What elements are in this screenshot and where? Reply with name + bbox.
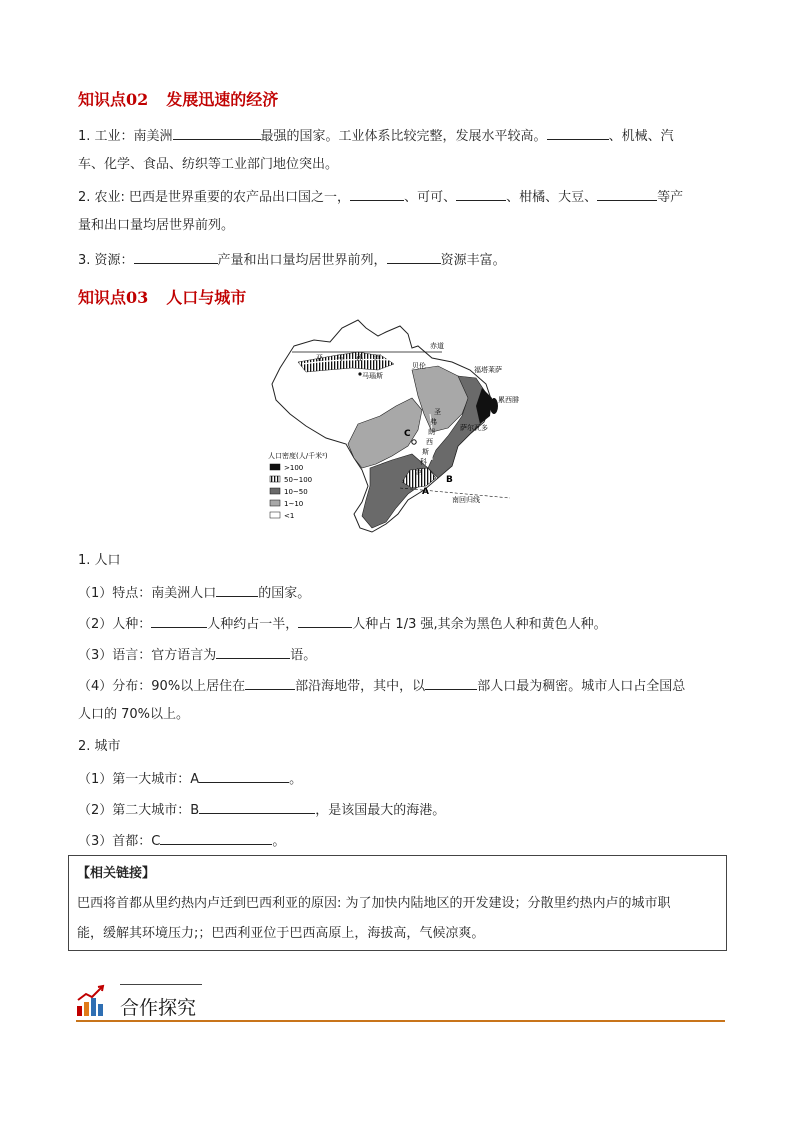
text: 部人口最为稠密。城市人口占全国总 <box>477 679 686 694</box>
equator-label: 赤道 <box>430 342 444 350</box>
text: 部沿海地带，其中，以 <box>295 679 426 694</box>
answer-blank[interactable] <box>387 249 441 264</box>
answer-blank[interactable] <box>134 249 218 264</box>
legend-swatch <box>270 488 280 494</box>
section-03-label: 知识点03 <box>78 288 149 307</box>
amazon-char: 马 <box>336 354 343 362</box>
sf-char: 河 <box>416 468 423 476</box>
legend-label: 1~10 <box>284 500 304 508</box>
city-c1 <box>78 768 302 790</box>
text: 2. 农业: 巴西是世界重要的农产品出口国之一， <box>78 190 351 205</box>
cooperation-title: 合作探究 <box>120 997 197 1019</box>
legend-swatch <box>270 500 280 506</box>
answer-blank[interactable] <box>160 830 272 845</box>
answer-blank[interactable] <box>456 186 506 201</box>
legend-swatch <box>270 512 280 518</box>
population-heading: 1. 人口 <box>78 553 121 568</box>
amazon-char: 孙 <box>356 354 363 362</box>
answer-blank[interactable] <box>245 675 295 690</box>
text: （1）特点：南美洲人口 <box>78 586 217 601</box>
tropic-label: 南回归线 <box>452 496 480 504</box>
industry-line-2 <box>78 155 338 175</box>
text: 最强的国家。工业体系比较完整，发展水平较高。 <box>260 129 547 144</box>
legend-label: 50~100 <box>284 476 313 484</box>
region-dense-dot <box>490 398 498 414</box>
population-p2 <box>78 613 607 635</box>
brasilia-dot <box>412 440 416 444</box>
section-03-title: 人口与城市 <box>166 288 247 307</box>
map-svg <box>262 318 519 538</box>
resources-line <box>78 249 506 271</box>
answer-blank[interactable] <box>199 799 315 814</box>
recife-label: 累西腓 <box>498 396 519 404</box>
related-link-line-1: 巴西将首都从里约热内卢迁到巴西利亚的原因: 为了加快内陆地区的开发建设；分散里约热内卢的城市职 <box>77 896 671 911</box>
city-a-label: A <box>422 487 429 497</box>
text: ，是该国最大的海港。 <box>315 803 446 818</box>
text: 3. 资源： <box>78 253 134 268</box>
text: 语。 <box>290 648 317 663</box>
section-02-heading <box>78 87 278 110</box>
manaus-label: 马瑙斯 <box>362 372 383 380</box>
amazon-char: 河 <box>374 354 381 362</box>
population-p4-cont: 人口的 70%以上。 <box>78 707 190 722</box>
city-c3 <box>78 830 285 852</box>
legend-label: >100 <box>284 464 304 472</box>
text: 产量和出口量均居世界前列， <box>217 253 387 268</box>
sf-char: 圣 <box>434 408 441 416</box>
legend-swatch <box>270 464 280 470</box>
section-02-label: 知识点02 <box>78 90 149 109</box>
answer-blank[interactable] <box>151 613 207 628</box>
sf-char: 科 <box>420 458 427 466</box>
population-p4 <box>78 675 685 697</box>
belem-label: 贝伦 <box>412 362 426 370</box>
answer-blank[interactable] <box>425 675 477 690</box>
fortaleza-label: 福塔莱萨 <box>474 366 502 374</box>
related-link-title: 【相关链接】 <box>77 866 156 881</box>
section-03-heading <box>78 285 246 308</box>
city-c-label: C <box>404 429 411 439</box>
legend-title: 人口密度(人/千米²) <box>268 452 328 460</box>
text: 等产 <box>657 190 684 205</box>
industry-line-1 <box>78 125 674 147</box>
legend-swatch <box>270 476 280 482</box>
text: 。 <box>272 834 286 849</box>
text: （2）第二大城市：B <box>78 803 200 818</box>
section-02-title: 发展迅速的经济 <box>166 90 279 109</box>
text: 1. 工业：南美洲 <box>78 129 173 144</box>
agriculture-line-1 <box>78 186 683 208</box>
agriculture-line-2 <box>78 216 234 236</box>
population-p3 <box>78 644 316 666</box>
text: （2）人种： <box>78 617 152 632</box>
legend-label: 10~50 <box>284 488 308 496</box>
related-link-line-2: 能，缓解其环境压力;；巴西利亚位于巴西高原上，海拔高，气候凉爽。 <box>77 926 485 941</box>
answer-blank[interactable] <box>173 125 261 140</box>
text: （4）分布：90%以上居住在 <box>78 679 246 694</box>
city-heading: 2. 城市 <box>78 739 121 754</box>
text: （3）首都：C <box>78 834 161 849</box>
sf-char: 朗 <box>428 428 435 436</box>
chart-logo-icon <box>76 984 106 1018</box>
city-c2 <box>78 799 445 821</box>
answer-blank[interactable] <box>298 613 352 628</box>
answer-blank[interactable] <box>199 768 289 783</box>
text: 资源丰富。 <box>440 253 506 268</box>
text: 车、化学、食品、纺织等工业部门地位突出。 <box>78 157 339 172</box>
text: 。 <box>289 772 303 787</box>
answer-blank[interactable] <box>350 186 404 201</box>
answer-blank[interactable] <box>547 125 609 140</box>
salvador-label: 萨尔瓦多 <box>460 424 488 432</box>
text: 、柑橘、大豆、 <box>506 190 598 205</box>
sf-char: 弗 <box>430 418 437 426</box>
text: 人种约占一半， <box>207 617 299 632</box>
population-p1 <box>78 582 310 604</box>
related-link-box <box>68 855 727 951</box>
footer-rule <box>76 1020 725 1022</box>
text: 量和出口量均居世界前列。 <box>78 218 235 233</box>
amazon-char: 亚 <box>316 354 323 362</box>
text: 的国家。 <box>258 586 311 601</box>
sf-char: 斯 <box>422 448 429 456</box>
title-overline <box>120 984 202 985</box>
city-b-label: B <box>446 475 453 485</box>
text: （1）第一大城市：A <box>78 772 200 787</box>
brazil-population-map <box>262 318 519 538</box>
text: 、可可、 <box>404 190 457 205</box>
answer-blank[interactable] <box>216 582 258 597</box>
text: 人种占 1/3 强,其余为黑色人种和黄色人种。 <box>352 617 607 632</box>
legend-label: <1 <box>284 512 295 520</box>
answer-blank[interactable] <box>216 644 290 659</box>
answer-blank[interactable] <box>597 186 657 201</box>
text: （3）语言：官方语言为 <box>78 648 217 663</box>
text: 、机械、汽 <box>608 129 674 144</box>
sf-char: 西 <box>426 438 433 446</box>
